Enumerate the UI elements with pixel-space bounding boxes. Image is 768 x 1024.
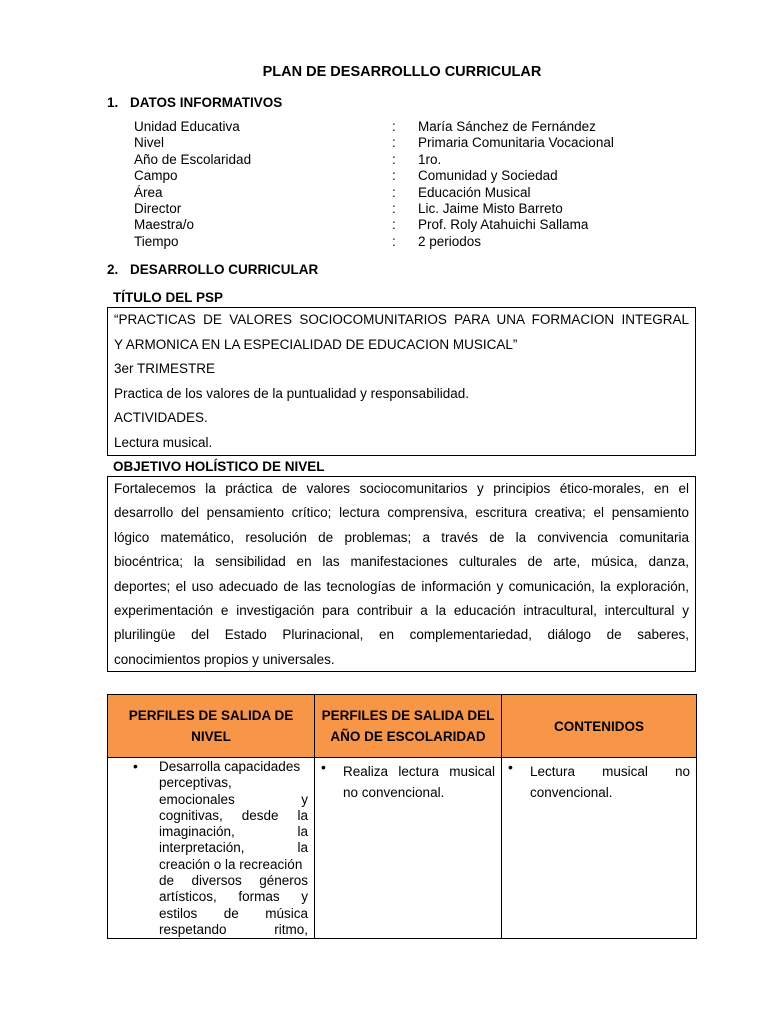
- objetivo-line: experimentación e investigación para contribuir a la educación intracultural, intercultural y: [114, 602, 689, 618]
- cell-line: no convencional.: [343, 785, 445, 800]
- objetivo-line: Fortalecemos la práctica de valores sociocomunitarios y principios ético-morales, en el: [114, 481, 689, 496]
- info-label: Nivel: [134, 135, 165, 151]
- objetivo-line: lógico matemático, resolución de problemas; a través de la convivencia comunitaria: [114, 529, 689, 545]
- cell-line: estilos de música: [159, 905, 308, 921]
- section-1-title: DATOS INFORMATIVOS: [130, 95, 283, 110]
- info-row: [134, 135, 694, 151]
- psp-line: Y ARMONICA EN LA ESPECIALIDAD DE EDUCACION MUSICAL”: [114, 336, 518, 352]
- cell-line: Desarrolla capacidades: [159, 759, 301, 774]
- cell-line: respetando ritmo,: [159, 921, 308, 937]
- info-label: Área: [134, 184, 163, 200]
- info-separator: :: [392, 168, 396, 184]
- table-row: [108, 758, 697, 939]
- objetivo-box: [107, 476, 696, 672]
- info-value: Primaria Comunitaria Vocacional: [418, 135, 614, 151]
- info-separator: :: [392, 151, 396, 167]
- info-label: Maestra/o: [134, 217, 195, 233]
- cell-line: artísticos, formas y: [159, 889, 308, 905]
- info-value: 1ro.: [418, 151, 442, 167]
- objetivo-line: plurilingüe del Estado Plurinacional, en complementariedad, diálogo de saberes,: [114, 627, 689, 643]
- info-separator: :: [392, 184, 396, 200]
- info-label: Director: [134, 200, 182, 216]
- info-separator: :: [392, 217, 396, 233]
- cell-perfiles-nivel: [108, 758, 315, 939]
- cell-line: interpretación, la: [159, 840, 308, 856]
- perfiles-table: [107, 694, 697, 939]
- info-value: Educación Musical: [418, 184, 531, 200]
- cell-line: emocionales y: [159, 791, 308, 807]
- objetivo-line: deportes; el uso adecuado de las tecnologías de información y comunicación, la exploración,: [114, 578, 689, 594]
- info-label: Unidad Educativa: [134, 119, 240, 134]
- cell-line: creación o la recreación: [159, 856, 303, 872]
- bullet-icon: •: [321, 759, 326, 775]
- cell-line: cognitivas, desde la: [159, 807, 308, 823]
- info-row: [134, 234, 694, 250]
- info-separator: :: [392, 119, 396, 134]
- cell-line: Realiza lectura musical: [343, 764, 495, 779]
- info-label: Tiempo: [134, 233, 179, 249]
- psp-line: Lectura musical.: [114, 434, 213, 450]
- info-value: Comunidad y Sociedad: [418, 168, 558, 184]
- section-2-number: 2.: [107, 262, 119, 277]
- cell-line: convencional.: [530, 785, 613, 800]
- psp-line: “PRACTICAS DE VALORES SOCIOCOMUNITARIOS PARA UNA FORMACION INTEGRAL: [114, 312, 689, 327]
- objetivo-line: conocimientos propios y universales.: [114, 651, 335, 667]
- psp-title-label: TÍTULO DEL PSP: [113, 290, 224, 305]
- info-separator: :: [392, 233, 396, 249]
- section-2-title: DESARROLLO CURRICULAR: [130, 262, 319, 277]
- header-perfiles-anio: PERFILES DE SALIDA DEL AÑO DE ESCOLARIDAD: [315, 695, 502, 758]
- datos-informativos-list: [134, 119, 694, 250]
- psp-line: Practica de los valores de la puntualidad y responsabilidad.: [114, 385, 469, 401]
- section-1-heading: [107, 95, 282, 110]
- info-row: [134, 217, 694, 233]
- bullet-icon: •: [133, 758, 138, 774]
- psp-line: ACTIVIDADES.: [114, 410, 208, 425]
- cell-line: de diversos géneros: [159, 873, 308, 889]
- table-header-row: [108, 695, 697, 758]
- section-1-number: 1.: [107, 95, 119, 110]
- info-row: [134, 119, 694, 135]
- info-row: [134, 185, 694, 201]
- psp-line: 3er TRIMESTRE: [114, 361, 216, 376]
- info-separator: :: [392, 135, 396, 151]
- info-separator: :: [392, 200, 396, 216]
- info-row: [134, 152, 694, 168]
- cell-perfiles-anio: [315, 758, 502, 939]
- objetivo-line: biocéntrica; la sensibilidad en las manifestaciones culturales de arte, música, danza,: [114, 554, 689, 570]
- cell-line: perceptivas,: [159, 775, 232, 791]
- header-perfiles-nivel: PERFILES DE SALIDA DE NIVEL: [108, 695, 315, 758]
- objetivo-line: desarrollo del pensamiento crítico; lectura comprensiva, escritura creativa; el pensamiento: [114, 505, 689, 521]
- cell-contenidos: [502, 758, 697, 939]
- info-value: 2 periodos: [418, 233, 482, 249]
- info-row: [134, 168, 694, 184]
- section-2-heading: [107, 262, 318, 277]
- bullet-icon: •: [508, 759, 513, 775]
- info-row: [134, 201, 694, 217]
- objetivo-label: OBJETIVO HOLÍSTICO DE NIVEL: [113, 459, 325, 474]
- info-label: Año de Escolaridad: [134, 151, 252, 167]
- header-contenidos: CONTENIDOS: [502, 695, 697, 758]
- info-value: Lic. Jaime Misto Barreto: [418, 200, 563, 216]
- cell-line: Lectura musical no: [530, 764, 690, 779]
- info-value: María Sánchez de Fernández: [418, 119, 596, 134]
- info-value: Prof. Roly Atahuichi Sallama: [418, 217, 589, 233]
- cell-line: imaginación, la: [159, 824, 308, 840]
- document-title: PLAN DE DESARROLLLO CURRICULAR: [262, 64, 542, 80]
- info-label: Campo: [134, 168, 178, 184]
- psp-box: [107, 307, 696, 456]
